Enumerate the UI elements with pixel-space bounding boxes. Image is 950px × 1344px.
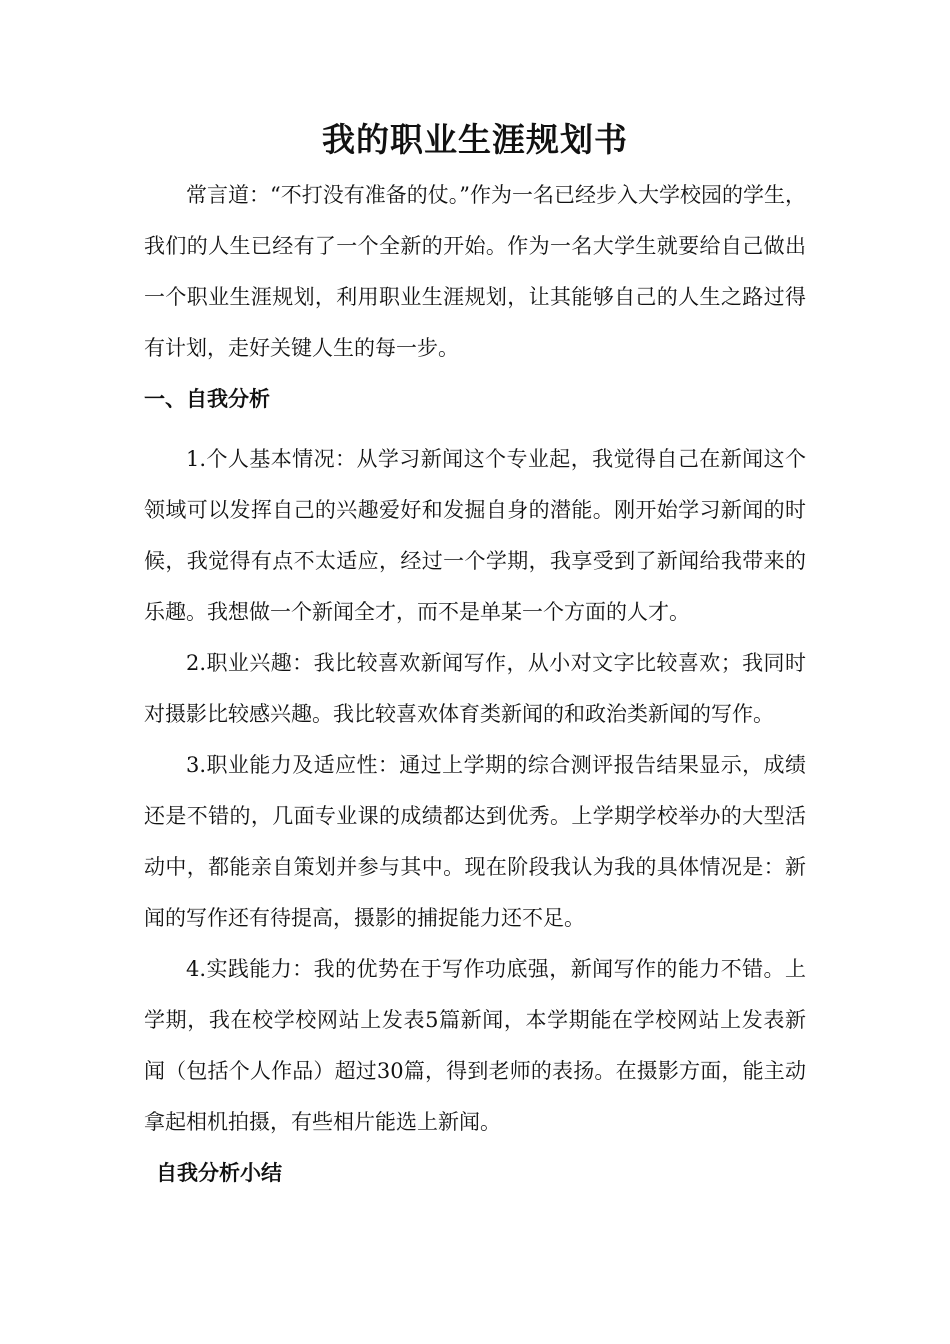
document-title: 我的职业生涯规划书 <box>322 120 628 159</box>
paragraph-career-ability: 3.职业能力及适应性：通过上学期的综合测评报告结果显示，成绩还是不错的，几面专业课的成绩都达到优秀。上学期学校举办的大型活动中，都能亲自策划并参与其中。现在阶段我认为我的具体情况是：新闻的写作还有待提高，摄影的捕捉能力还不足。 <box>144 753 806 930</box>
paragraph-basic-info: 1.个人基本情况：从学习新闻这个专业起，我觉得自己在新闻这个领域可以发挥自己的兴趣爱好和发掘自身的潜能。刚开始学习新闻的时候，我觉得有点不太适应，经过一个学期，我享受到了新闻给我带来的乐趣。我想做一个新闻全才，而不是单某一个方面的人才。 <box>144 447 806 624</box>
document-body <box>144 170 806 1199</box>
subheading-self-analysis-summary: 自我分析小结 <box>156 1161 282 1185</box>
paragraph-practical-ability: 4.实践能力：我的优势在于写作功底强，新闻写作的能力不错。上学期，我在校学校网站上发表5篇新闻，本学期能在学校网站上发表新闻（包括个人作品）超过30篇，得到老师的表扬。在摄影方面，能主动拿起相机拍摄，有些相片能选上新闻。 <box>144 957 806 1134</box>
paragraph-career-interest: 2.职业兴趣：我比较喜欢新闻写作，从小对文字比较喜欢；我同时对摄影比较感兴趣。我比较喜欢体育类新闻的和政治类新闻的写作。 <box>144 651 806 726</box>
intro-paragraph: 常言道：“不打没有准备的仗。”作为一名已经步入大学校园的学生，我们的人生已经有了一个全新的开始。作为一名大学生就要给自己做出一个职业生涯规划，利用职业生涯规划，让其能够自己的人生之路过得有计划，走好关键人生的每一步。 <box>144 183 806 360</box>
section-heading-self-analysis: 一、自我分析 <box>144 387 270 411</box>
